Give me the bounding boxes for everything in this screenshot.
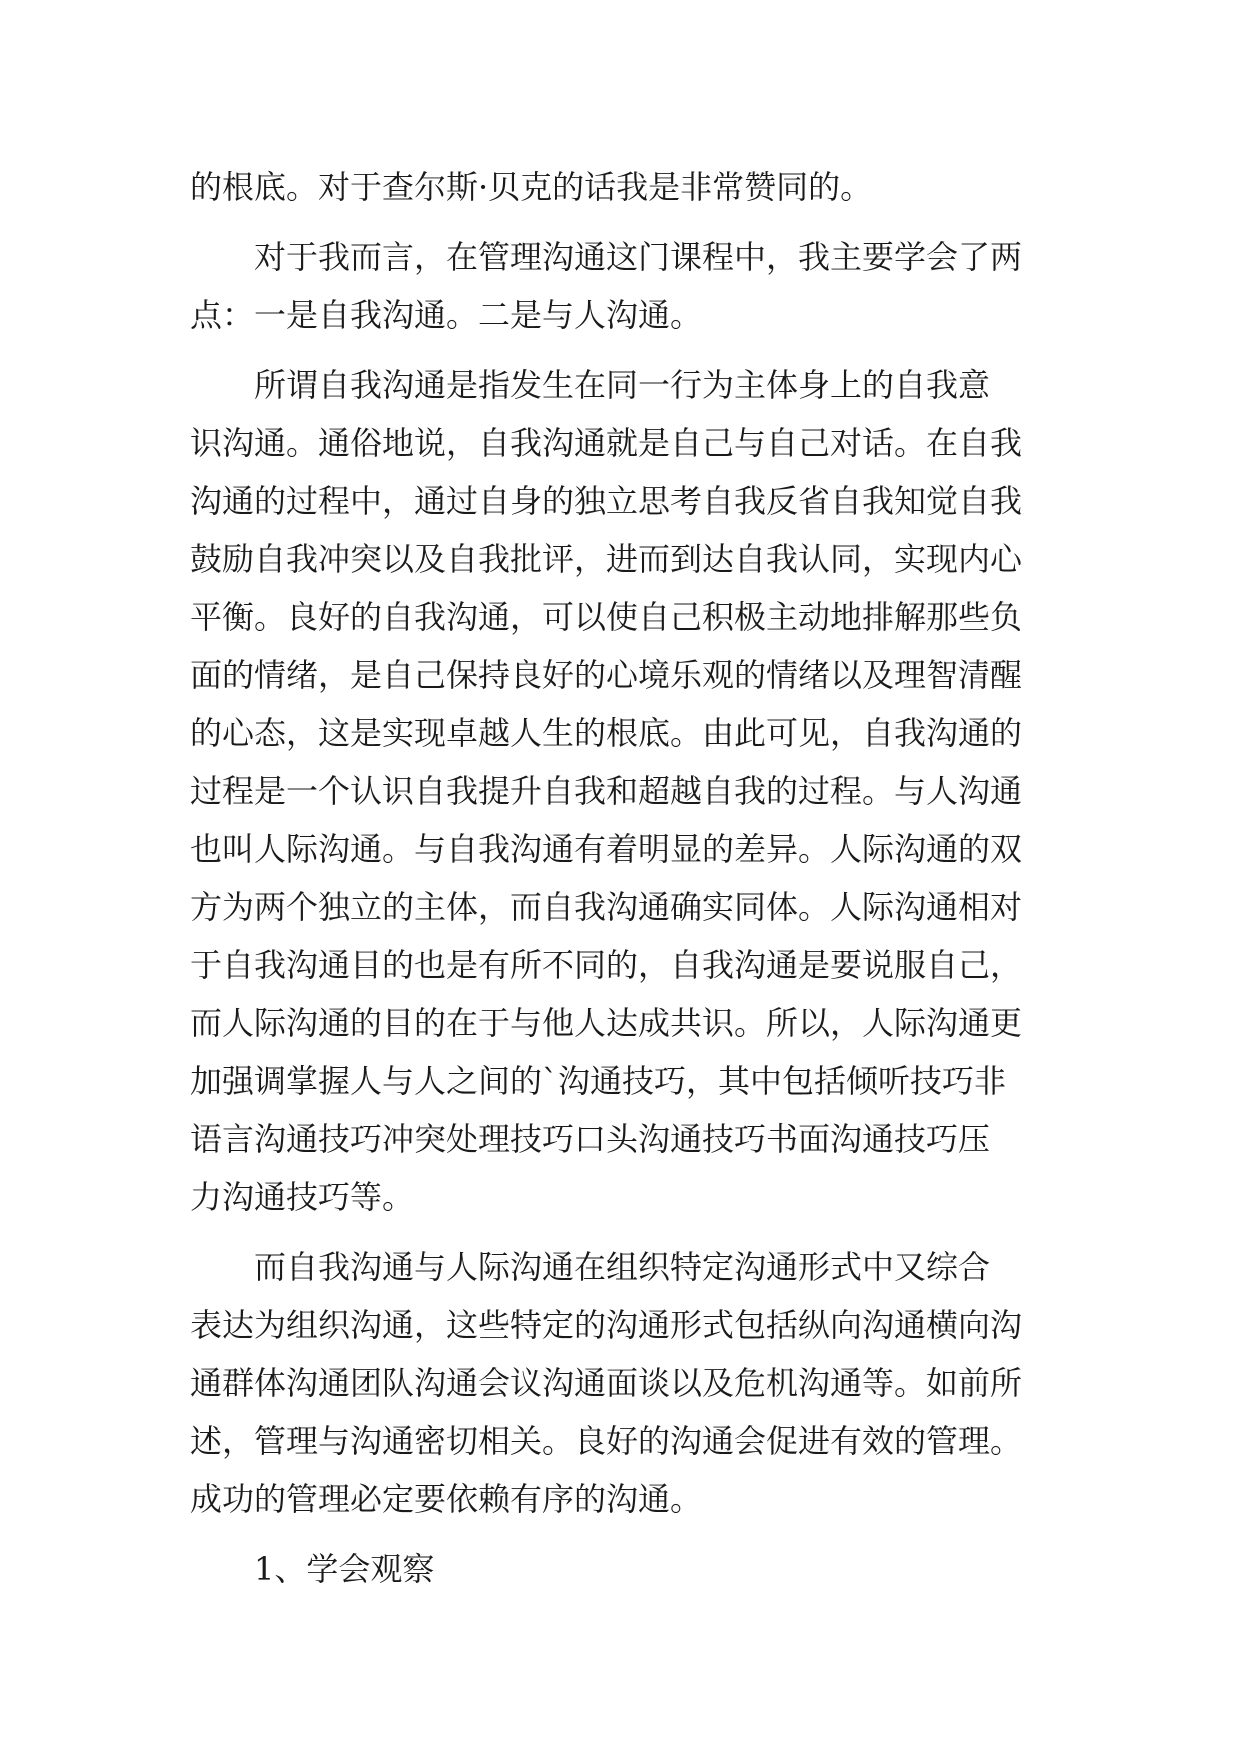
section-heading: 1、学会观察 — [254, 1550, 435, 1588]
paragraph-first-line: 所谓自我沟通是指发生在同一行为主体身上的自我意 — [254, 366, 991, 404]
text-line: 于自我沟通目的也是有所不同的，自我沟通是要说服自己， — [190, 946, 1023, 984]
text-line: 平衡。良好的自我沟通，可以使自己积极主动地排解那些负 — [190, 598, 1023, 636]
text-line: 面的情绪，是自己保持良好的心境乐观的情绪以及理智清醒 — [190, 656, 1023, 694]
text-line: 方为两个独立的主体，而自我沟通确实同体。人际沟通相对 — [190, 888, 1023, 926]
text-line: 的根底。对于查尔斯·贝克的话我是非常赞同的。 — [190, 168, 873, 206]
text-line: 过程是一个认识自我提升自我和超越自我的过程。与人沟通 — [190, 772, 1023, 810]
text-line: 语言沟通技巧冲突处理技巧口头沟通技巧书面沟通技巧压 — [190, 1120, 991, 1158]
text-line: 通群体沟通团队沟通会议沟通面谈以及危机沟通等。如前所 — [190, 1364, 1023, 1402]
text-line: 表达为组织沟通，这些特定的沟通形式包括纵向沟通横向沟 — [190, 1306, 1023, 1344]
text-line: 的心态，这是实现卓越人生的根底。由此可见，自我沟通的 — [190, 714, 1023, 752]
text-line: 点：一是自我沟通。二是与人沟通。 — [190, 296, 703, 334]
paragraph-first-line: 对于我而言，在管理沟通这门课程中，我主要学会了两 — [254, 238, 1023, 276]
text-line: 力沟通技巧等。 — [190, 1178, 415, 1216]
text-line: 鼓励自我冲突以及自我批评，进而到达自我认同，实现内心 — [190, 540, 1023, 578]
text-line: 识沟通。通俗地说，自我沟通就是自己与自己对话。在自我 — [190, 424, 1023, 462]
text-line: 成功的管理必定要依赖有序的沟通。 — [190, 1480, 703, 1518]
text-line: 也叫人际沟通。与自我沟通有着明显的差异。人际沟通的双 — [190, 830, 1023, 868]
paragraph-first-line: 而自我沟通与人际沟通在组织特定沟通形式中又综合 — [254, 1248, 991, 1286]
text-line: 加强调掌握人与人之间的`沟通技巧，其中包括倾听技巧非 — [190, 1062, 1007, 1100]
body-text — [190, 158, 1050, 1598]
text-line: 而人际沟通的目的在于与他人达成共识。所以，人际沟通更 — [190, 1004, 1023, 1042]
text-line: 沟通的过程中，通过自身的独立思考自我反省自我知觉自我 — [190, 482, 1023, 520]
text-line: 述，管理与沟通密切相关。良好的沟通会促进有效的管理。 — [190, 1422, 1023, 1460]
